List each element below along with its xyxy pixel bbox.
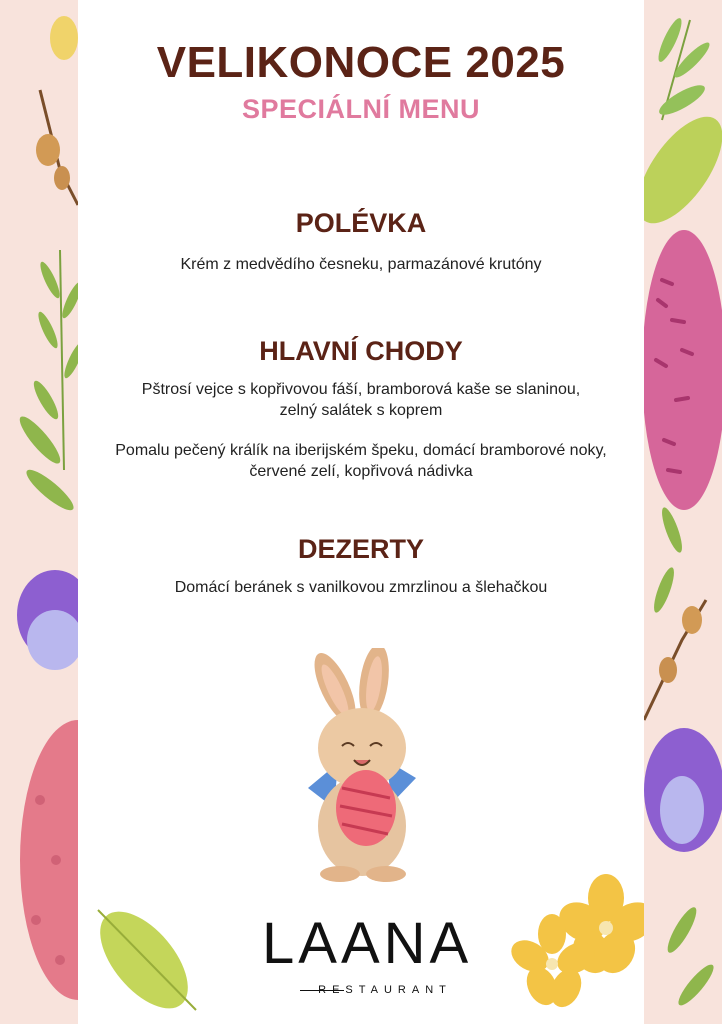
right-floral-decoration	[642, 0, 722, 1024]
willow-catkin-icon	[644, 600, 706, 720]
yellow-flower-icon	[50, 16, 78, 60]
section-heading-hlavni-chody: HLAVNÍ CHODY	[259, 336, 463, 366]
left-floral-decoration	[0, 0, 80, 1024]
menu-item: Krém z medvědího česneku, parmazánové krutóny	[180, 256, 542, 273]
green-leaf-icon	[642, 103, 722, 237]
section-heading-dezerty: DEZERTY	[297, 534, 424, 564]
logo-wordmark: LAANA	[262, 911, 473, 976]
herb-sprig-icon	[650, 505, 686, 614]
herb-sprig-icon	[15, 250, 80, 515]
pink-egg-icon	[642, 230, 722, 510]
page-title: VELIKONOCE 2025	[156, 38, 566, 87]
willow-catkin-icon	[36, 90, 78, 205]
yellow-flowers-icon	[496, 874, 644, 1024]
menu-item: Domácí beránek s vanilkovou zmrzlinou a šlehačkou	[174, 579, 548, 596]
menu-panel	[78, 0, 644, 1024]
pink-egg-icon	[20, 720, 80, 1000]
purple-flower-icon	[644, 728, 722, 852]
green-leaf-icon	[86, 900, 206, 1020]
page-subtitle: SPECIÁLNÍ MENU	[241, 94, 481, 124]
logo-tagline: RESTAURANT	[318, 984, 452, 996]
easter-bunny-icon	[290, 648, 434, 884]
menu-item: Pštrosí vejce s kopřivovou fáší, bramborová kaše se slaninou, zelný salátek s koprem	[141, 381, 581, 419]
purple-flower-icon	[17, 570, 80, 670]
herb-sprig-icon	[654, 16, 713, 120]
menu-item: Pomalu pečený králík na iberijském špeku, domácí bramborové noky, červené zelí, kopřivová nádivka	[115, 442, 607, 480]
section-heading-polevka: POLÉVKA	[295, 208, 427, 238]
restaurant-logo	[262, 911, 473, 1012]
herb-sprig-icon	[663, 904, 718, 1009]
